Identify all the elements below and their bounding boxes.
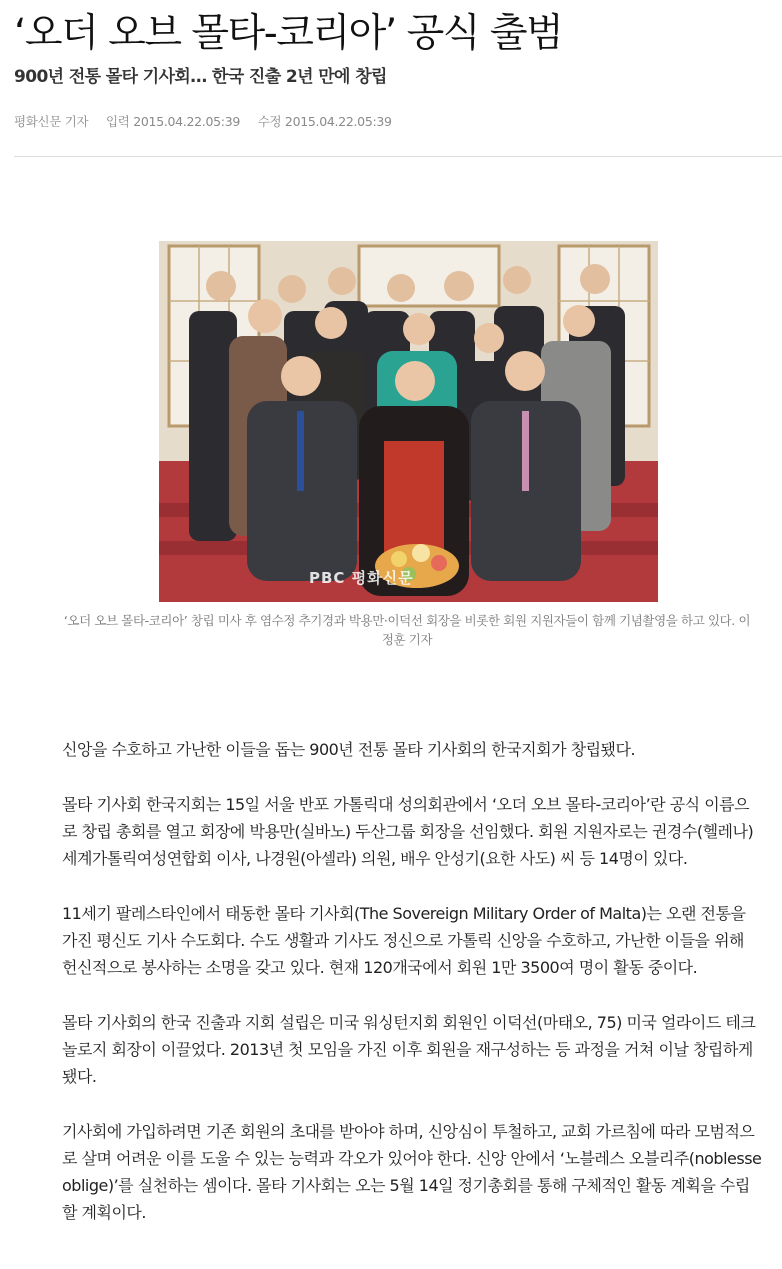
article-subheadline: 900년 전통 몰타 기사회… 한국 진출 2년 만에 창립 (14, 67, 387, 87)
article-body (62, 736, 762, 1254)
article-paragraph: 기사회에 가입하려면 기존 회원의 초대를 받아야 하며, 신앙심이 투철하고, 교회 가르침에 따라 모범적으로 살며 어려운 이를 도울 수 있는 능력과 각오가 있어야 한다. 신앙 안에서 ‘노블레스 오블리주(noblesse oblige)’를 실천하는 셈이다. 몰타 기사회는 오는 5월 14일 정기총회를 통해 구체적인 활동 계획을 수립할 계획이다. (62, 1122, 762, 1222)
article-paragraph: 몰타 기사회 한국지회는 15일 서울 반포 가톨릭대 성의회관에서 ‘오더 오브 몰타-코리아’란 공식 이름으로 창립 총회를 열고 회장에 박용만(실바노) 두산그룹 회장을 선임했다. 회원 지원자로는 권경수(헬레나) 세계가톨릭여성연합회 이사, 나경원(아셀라) 의원, 배우 안성기(요한 사도) 씨 등 14명이 있다. (62, 795, 754, 868)
header-divider (14, 156, 782, 157)
article-paragraph: 11세기 팔레스타인에서 태동한 몰타 기사회(The Sovereign Military Order of Malta)는 오랜 전통을 가진 평신도 기사 수도회다. 수도 생활과 기사도 정신으로 가톨릭 신앙을 수호하고, 가난한 이들을 위해 헌신적으로 봉사하는 소명을 갖고 있다. 현재 120개국에서 회원 1만 3500여 명이 활동 중이다. (62, 904, 746, 977)
byline-modified-date: 수정 2015.04.22.05:39 (257, 114, 392, 129)
article-photo[interactable] (159, 241, 658, 602)
group-photo-illustration (159, 241, 658, 602)
article-paragraph: 몰타 기사회의 한국 진출과 지회 설립은 미국 워싱턴지회 회원인 이덕선(마태오, 75) 미국 얼라이드 테크놀로지 회장이 이끌었다. 2013년 첫 모임을 가진 이후 회원을 재구성하는 등 과정을 거쳐 이날 창립하게 됐다. (62, 1013, 756, 1086)
photo-caption: ‘오더 오브 몰타-코리아’ 창립 미사 후 염수정 추기경과 박용만·이덕선 회장을 비롯한 회원 지원자들이 함께 기념촬영을 하고 있다. 이정훈 기자 (63, 613, 751, 647)
article-paragraph: 신앙을 수호하고 가난한 이들을 돕는 900년 전통 몰타 기사회의 한국지회가 창립됐다. (62, 740, 636, 759)
byline-published-date: 입력 2015.04.22.05:39 (106, 114, 241, 129)
article-headline: ‘오더 오브 몰타-코리아’ 공식 출범 (14, 11, 563, 56)
photo-watermark: PBC 평화신문 (309, 569, 414, 587)
byline-reporter[interactable]: 평화신문 기자 (14, 114, 89, 129)
article-byline (14, 112, 406, 130)
